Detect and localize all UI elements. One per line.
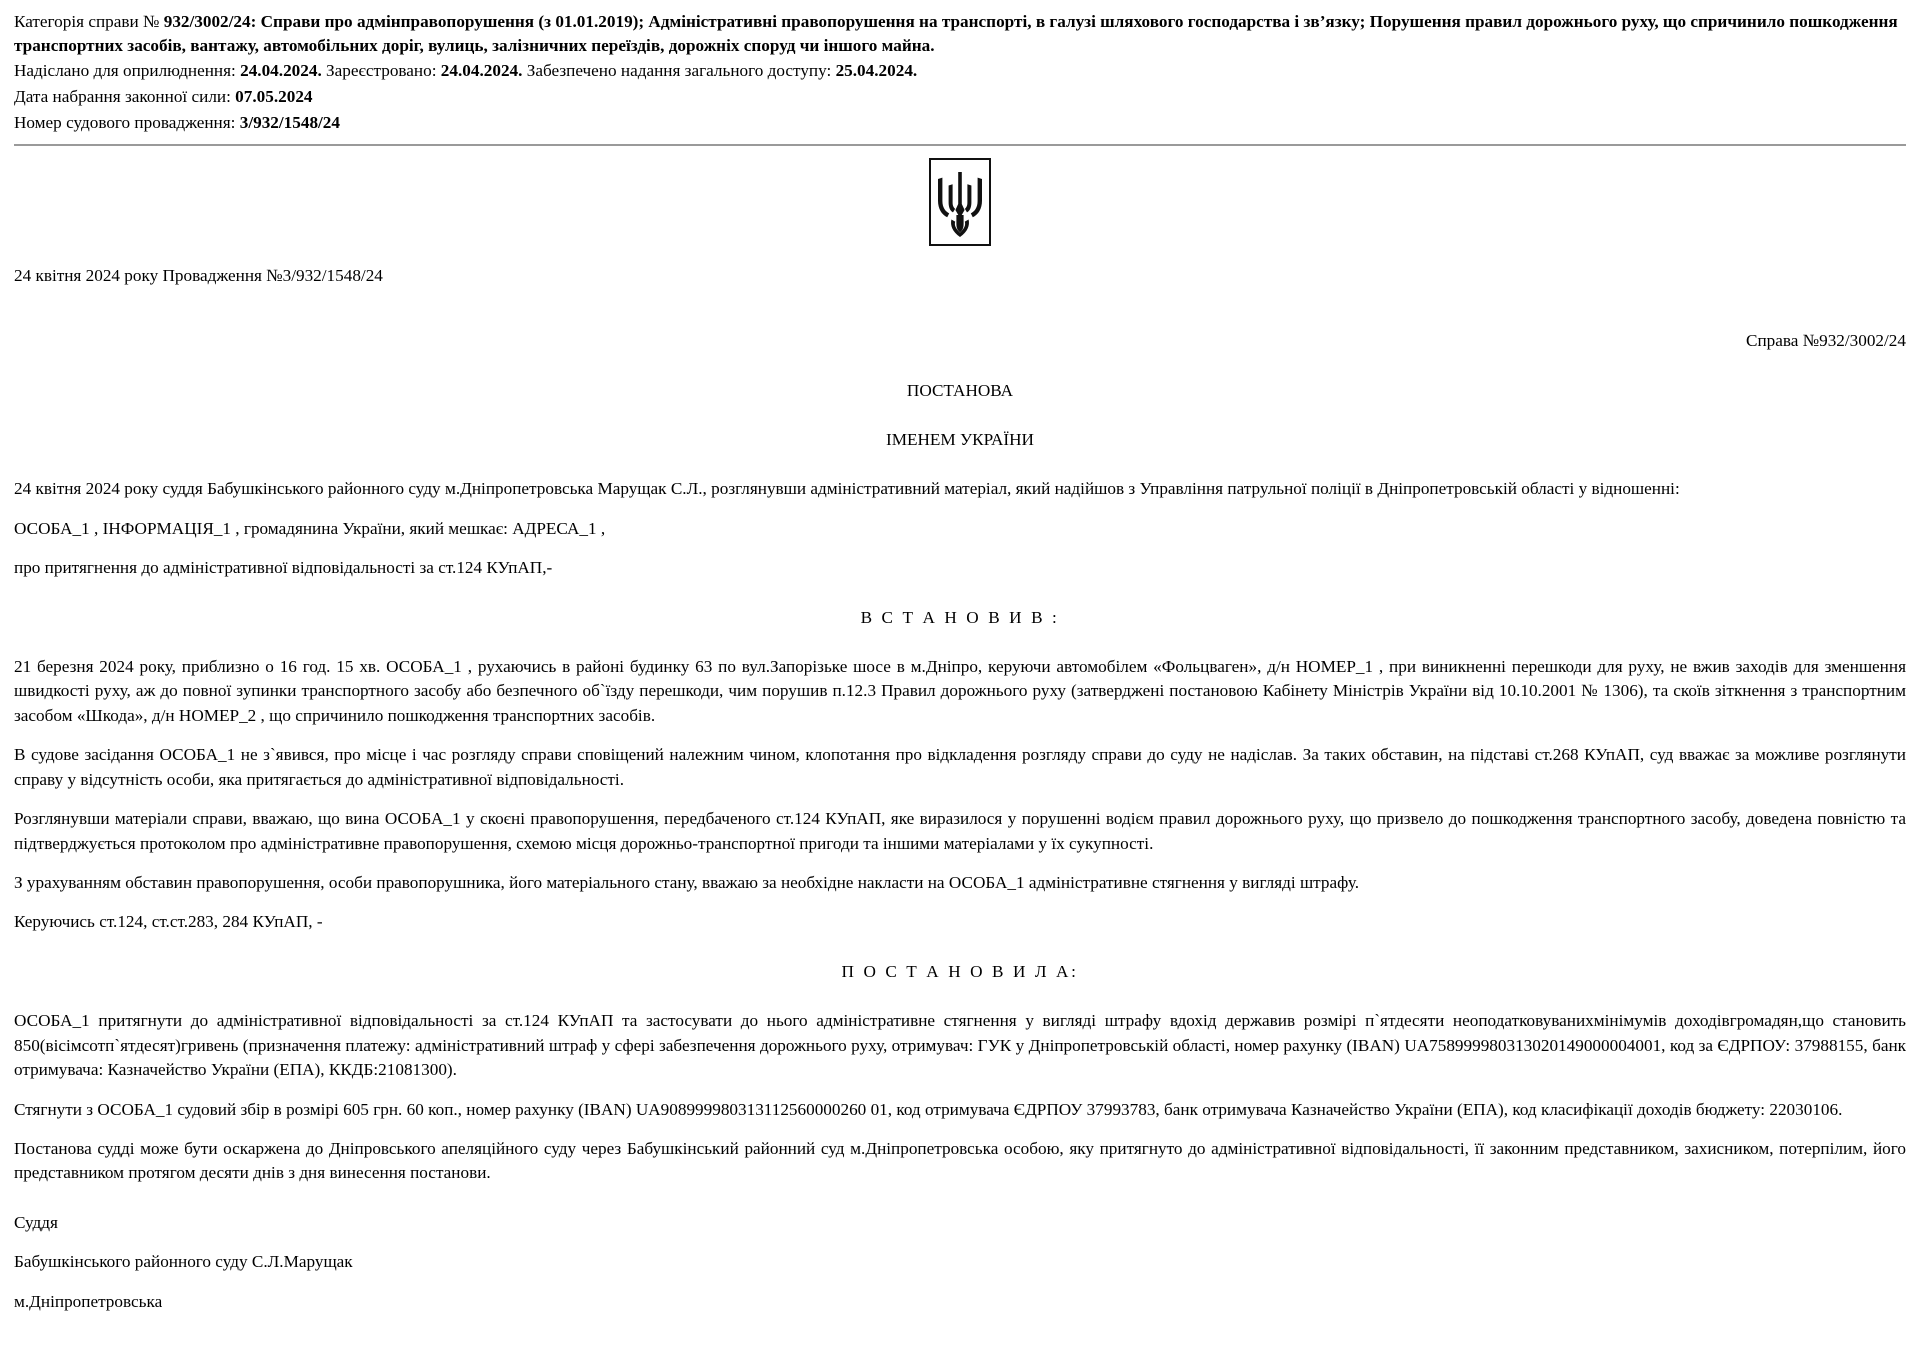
ukraine-trident-icon [929,158,991,246]
proceeding-label: Номер судового провадження: [14,112,236,132]
publication-line [14,59,1906,83]
case-category-label: Категорія справи [14,12,139,31]
document-body [14,254,1906,1314]
absence-paragraph: В судове засідання ОСОБА_1 не з`явився, про місце і час розгляду справи сповіщений належним чином, клопотання про відкладення розгляду справи до суду не надіслав. За таких обставин, на підставі ст.268 КУпАП, суд вважає за можливе розглянути справу у відсутність особи, яка притягається до адміністративної відповідальності. [14,745,1906,789]
header-divider [14,144,1906,146]
registered-value: 24.04.2024. [440,61,523,81]
spacer [14,467,1906,477]
court-and-judge: Бабушкінського районного суду С.Л.Марущак [14,1252,353,1272]
spacer [14,369,1906,379]
spacer [14,645,1906,655]
facts-paragraph: 21 березня 2024 року, приблизно о 16 год. 15 хв. ОСОБА_1 , рухаючись в районі будинку 63 по вул.Запорізьке шосе в м.Дніпро, керуючи автомобілем «Фольцваген», д/н НОМЕР_1 , при виникненні перешкоди для руху, не вжив заходів для зменшення швидкості руху, аж до повної зупинки транспортного засобу або безпечного об`їзду перешкоди, чим порушив п.12.3 Правил дорожнього руху (затверджені постановою Кабінету Міністрів України від 10.10.2001 № 1306), та скоїв зіткнення з транспортним засобом «Шкода», д/н НОМЕР_2 , що спричинило пошкодження транспортних засобів. [14,657,1906,725]
date-and-proceeding-line: 24 квітня 2024 року Провадження №3/932/1548/24 [14,265,383,285]
ruling-paragraph-1: ОСОБА_1 притягнути до адміністративної відповідальності за ст.124 КУпАП та застосувати до нього адміністративне стягнення у вигляді штрафу вдохід державив розмірі п`ятдесяти неоподатковуванихмінімумів доходівгромадян,що становить 850(вісімсотп`ятдесят)гривень (призначення платежу: адміністративний штраф у сфері забезпечення дорожнього руху, отримувач: ГУК у Дніпропетровській області, номер рахунку (IBAN) UA758999980313020149000004001, код за ЄДРПОУ: 37988155, банк отримувача: Казначейство України (ЕПА), ККДБ:21081300). [14,1011,1906,1080]
public-access-label: Забезпечено надання загального доступу: [526,61,832,81]
spacer [14,999,1906,1009]
case-number-sign: № [143,12,160,31]
consideration-paragraph: Розглянувши матеріали справи, вважаю, що вина ОСОБА_1 у скоєні правопорушення, передбаченого ст.124 КУпАП, яке виразилося у порушенні водієм правил дорожнього руху, що призвело до пошкодження транспортного засобу, доведена повністю та підтверджується протоколом про адміністративне правопорушення, схемою місця дорожньо-транспортної пригоди та іншими матеріалами у їх сукупності. [14,809,1906,853]
coat-of-arms-container [14,150,1906,254]
case-category-text: Справи про адмінправопорушення (з 01.01.2019); Адміністративні правопорушення на транспорті, в галузі шляхового господарства і зв’язку; Порушення правил дорожнього руху, що спричинило пошкодження транспортних засобів, вантажу, автомобільних доріг, вулиць, залізничних переїздів, дорожніх споруд чи іншого майна. [14,12,1898,55]
case-number-right: Справа №932/3002/24 [1746,331,1906,351]
appeal-paragraph: Постанова судді може бути оскаржена до Дніпровського апеляційного суду через Бабушкінський районний суд м.Дніпропетровська особою, яку притягнуто до адміністративної відповідальності, її законним представником, захисником, потерпілим, його представником протягом десяти днів з дня винесення постанови. [14,1138,1906,1183]
document-title: ПОСТАНОВА [906,380,1014,400]
spacer [14,303,1906,329]
proceeding-number-line [14,111,1906,135]
spacer [14,1201,1906,1211]
city-line: м.Дніпропетровська [14,1291,163,1311]
case-category-line [14,10,1906,57]
spacer [14,254,1906,264]
judge-label: Суддя [14,1212,58,1232]
force-date-label: Дата набрання законної сили: [14,87,231,107]
intro-paragraph: 24 квітня 2024 року суддя Бабушкінського районного суду м.Дніпропетровська Марущак С.Л., розглянувши адміністративний матеріал, який надійшов з Управління патрульної поліції в Дніпропетровській області у відношенні: [14,479,1680,499]
ruling-paragraph-2: Стягнути з ОСОБА_1 судовий збір в розмірі 605 грн. 60 коп., номер рахунку (IBAN) UA908999980313112560000260 01, код отримувача ЄДРПОУ 37993783, банк отримувача Казначейство України (ЕПА), код класифікації доходів бюджету: 22030106. [14,1099,1843,1119]
force-date-value: 07.05.2024 [235,87,313,107]
person-paragraph: ОСОБА_1 , ІНФОРМАЦІЯ_1 , громадянина України, який мешкає: АДРЕСА_1 , [14,518,606,538]
published-label: Надіслано для оприлюднення: [14,61,236,81]
guided-by-paragraph: Керуючись ст.124, ст.ст.283, 284 КУпАП, - [14,912,323,932]
proceeding-value: 3/932/1548/24 [239,112,340,132]
spacer [14,418,1906,428]
spacer [14,596,1906,606]
force-date-line [14,85,1906,109]
case-metadata-header [14,10,1906,135]
document-subtitle: ІМЕНЕМ УКРАЇНИ [886,429,1034,449]
heading-established: В С Т А Н О В И В : [860,607,1060,627]
about-paragraph: про притягнення до адміністративної відповідальності за ст.124 КУпАП,- [14,558,553,578]
public-access-value: 25.04.2024. [835,61,918,81]
published-value: 24.04.2024. [240,61,322,81]
registered-label: Зареєстровано: [326,61,437,81]
spacer [14,950,1906,960]
case-number-value: 932/3002/24: [163,12,257,31]
heading-ruled: П О С Т А Н О В И Л А: [841,961,1079,981]
circumstances-paragraph: З урахуванням обставин правопорушення, особи правопорушника, його матеріального стану, вважаю за необхідне накласти на ОСОБА_1 адміністративне стягнення у вигляді штрафу. [14,873,1359,892]
